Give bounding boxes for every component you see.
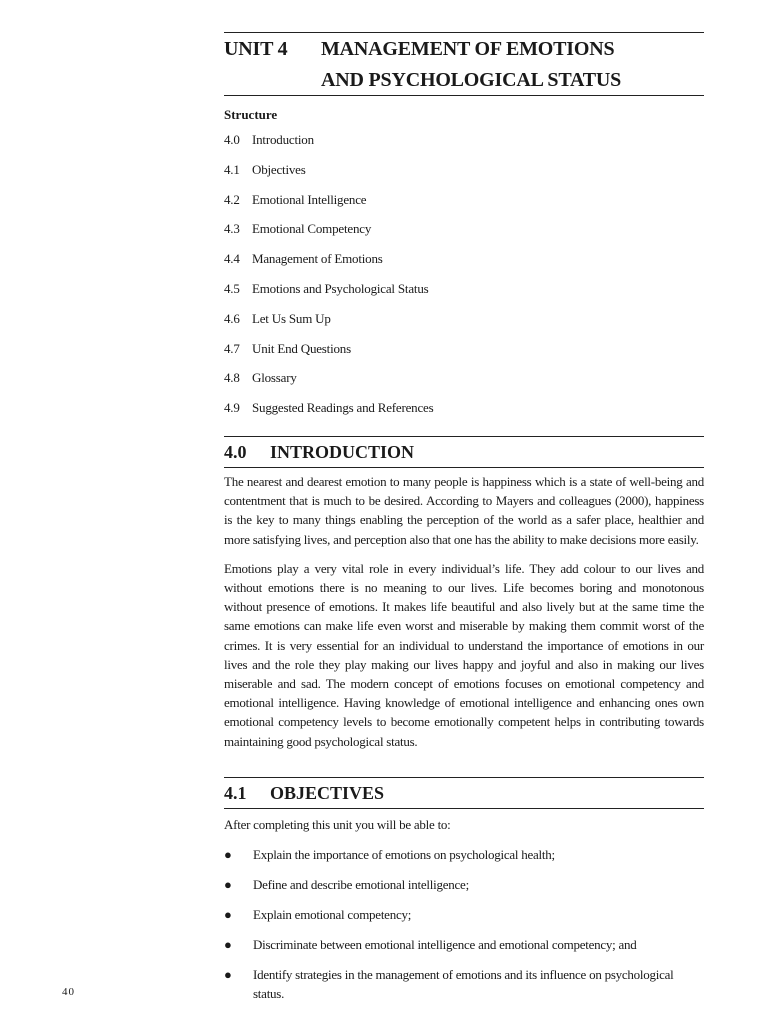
section-heading [224,778,704,806]
toc-text: Introduction [252,132,314,147]
unit-title-text-2: AND PSYCHOLOGICAL STATUS [321,69,622,91]
toc-num: 4.1 [224,161,240,177]
bullet-icon: ● [224,847,232,863]
page-number: 40 [62,986,75,998]
toc-item [224,334,704,364]
section-heading [224,437,704,465]
toc-item [224,185,704,215]
section-title: OBJECTIVES [270,783,385,803]
bullet-icon: ● [224,937,232,953]
toc-item [224,125,704,155]
toc-num: 4.4 [224,251,240,267]
structure-label: Structure [224,107,278,122]
unit-title-line1 [224,33,704,64]
list-item-text: Explain the importance of emotions on psychological health; [253,847,555,863]
list-item-text: Identify strategies in the management of emotions and its influence on psychological status. [253,967,674,1002]
toc-text: Management of Emotions [252,251,383,267]
unit-header [224,32,704,96]
list-item-text: Discriminate between emotional intelligence and emotional competency; and [253,937,637,953]
list-item [224,845,704,864]
introduction-section [224,436,704,751]
paragraph: Emotions play a very vital role in every individual’s life. They add colour to our lives and without emotions there is no meaning to our lives. Life becomes boring and monotonous without presence of emotions. It makes life beautiful and also lively but at the same time the same emotions can make life even worst and miserable by making them commit worst of the crimes. It is very essential for an individual to understand the importance of emotions in our lives and the role they play making our lives happy and joyful and also in making our lives miserable and sad. The modern concept of emotions focuses on emotional competency and emotional intelligence. Having knowledge of emotional intelligence and enhancing ones own emotional competency levels to become emotionally competent helps in contributing towards maintaining good psychological status. [224,560,704,749]
objectives-section [224,777,704,1003]
unit-bottom-rule [224,95,704,96]
section-title: INTRODUCTION [270,442,415,462]
toc-text: Emotional Competency [252,221,372,237]
toc-num: 4.8 [224,370,240,386]
toc-item [224,155,704,185]
unit-title-line2 [224,64,704,95]
toc-item [224,244,704,274]
toc-item [224,274,704,304]
toc-num: 4.6 [224,310,240,326]
bullet-icon: ● [224,907,232,923]
structure-list [224,105,704,423]
bullet-icon: ● [224,967,232,983]
toc-num: 4.3 [224,221,240,237]
toc-text: Objectives [252,161,306,177]
list-item-text: Explain emotional competency; [253,907,412,923]
unit-title-text-1: MANAGEMENT OF EMOTIONS [321,38,615,60]
objectives-list [224,845,704,1003]
toc-num: 4.5 [224,280,240,296]
section-number: 4.0 [224,442,247,462]
toc-text: Emotions and Psychological Status [252,280,429,296]
list-item [224,875,704,894]
toc-text: Unit End Questions [252,340,351,356]
toc-item [224,363,704,393]
toc-num: 4.0 [224,132,240,147]
paragraph: The nearest and dearest emotion to many people is happiness which is a state of well-being and contentment that is much to be desired. According to Mayers and colleagues (2000), happiness is the key to many things enabling the perception of the world as a safer place, healthier and more satisfying lives, and perception also that one has the ability to make decisions more easily. [224,474,704,547]
toc-text: Let Us Sum Up [252,310,331,326]
toc-text: Glossary [252,370,297,386]
list-item [224,965,704,1003]
unit-number: UNIT 4 [224,38,288,60]
toc-item [224,393,704,423]
toc-num: 4.7 [224,340,240,356]
toc-num: 4.9 [224,400,240,416]
toc-text: Emotional Intelligence [252,191,367,207]
list-item [224,935,704,954]
list-item [224,905,704,924]
list-item-text: Define and describe emotional intelligence; [253,877,469,893]
objectives-intro: After completing this unit you will be able to: [224,817,451,832]
toc-text: Suggested Readings and References [252,400,434,416]
toc-item [224,304,704,334]
toc-item [224,214,704,244]
section-number: 4.1 [224,783,247,803]
toc-num: 4.2 [224,191,240,207]
bullet-icon: ● [224,877,232,893]
